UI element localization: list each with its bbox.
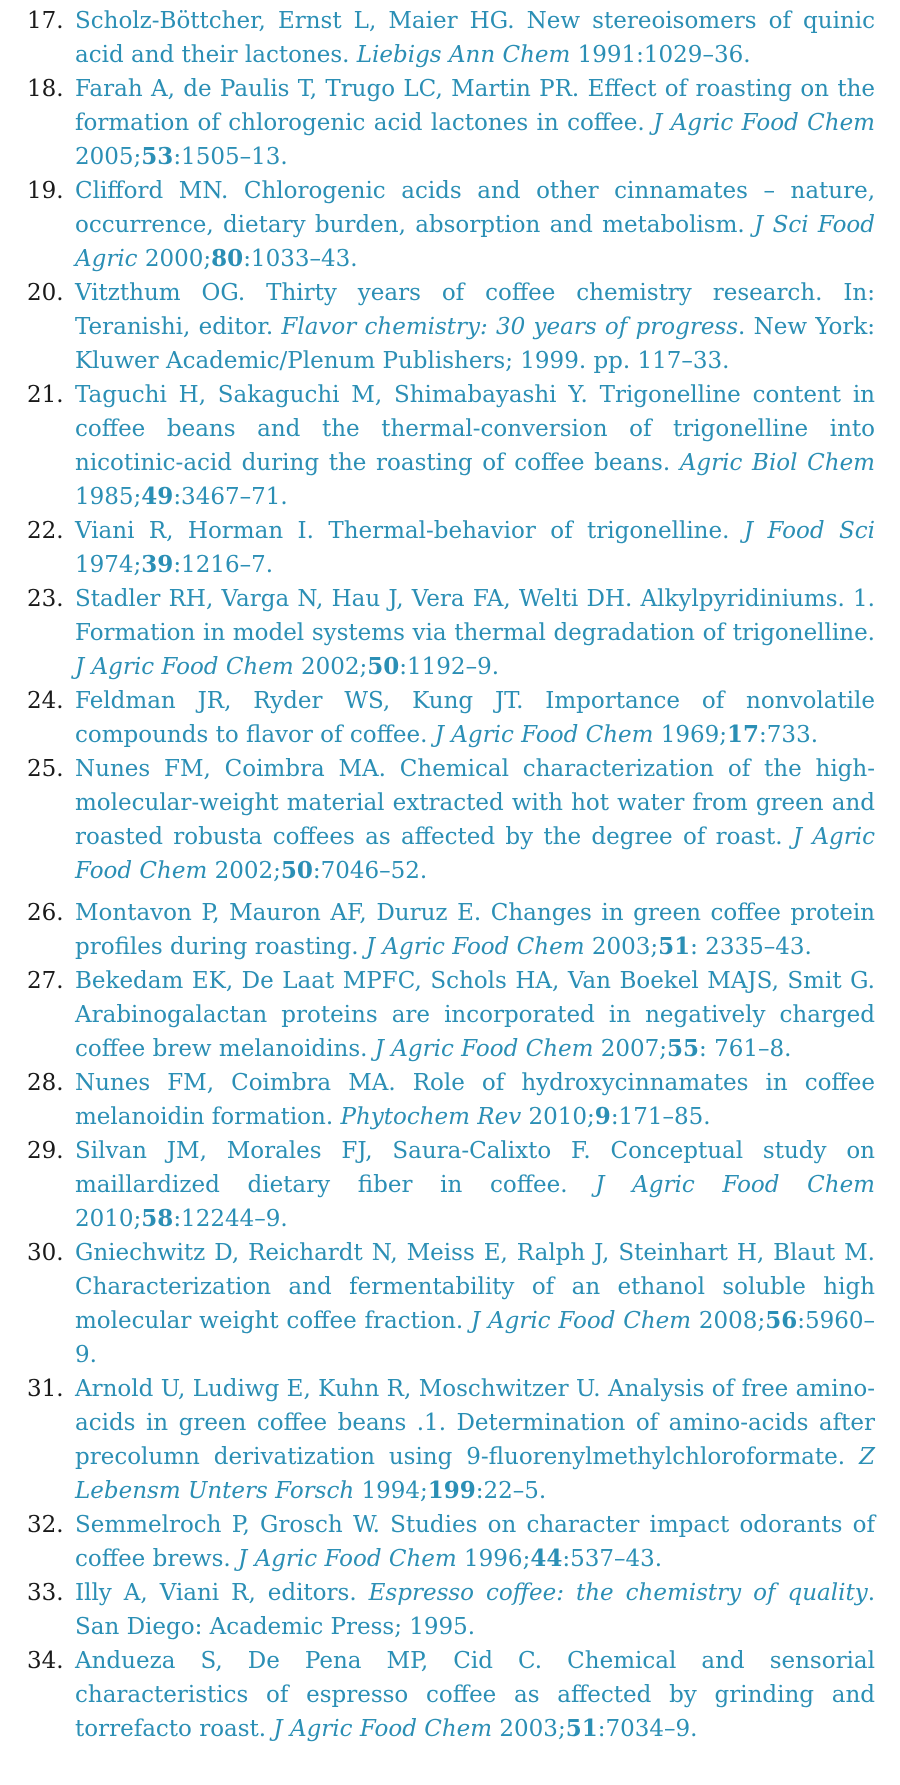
reference-volume: 199 [427, 1477, 476, 1504]
reference-volume: 58 [141, 1205, 174, 1232]
reference-year: 2002; [207, 858, 281, 884]
reference-item [27, 378, 875, 514]
reference-authors-title: Silvan JM, Morales FJ, Saura-Calixto F. Conceptual study on maillardized dietary fiber in coffee. [75, 1138, 875, 1198]
reference-number: 33. [27, 1580, 64, 1606]
reference-year: 2010; [521, 1104, 595, 1130]
reference-year: 2002; [293, 654, 368, 680]
reference-pages: : 761–8. [699, 1036, 792, 1062]
reference-pages: :1216–7. [173, 552, 274, 578]
reference-authors-title: Andueza S, De Pena MP, Cid C. Chemical and sensorial characteristics of espresso coffee as affected by grinding and torrefacto roast. [75, 1648, 875, 1742]
reference-journal: J Agric Food Chem [374, 1036, 594, 1062]
reference-journal: J Agric Food Chem [75, 654, 294, 680]
reference-journal: Espresso coffee: the chemistry of quality [368, 1580, 868, 1606]
reference-journal: Z Lebensm Unters Forsch [75, 1444, 875, 1504]
reference-authors-title: Viani R, Horman I. Thermal-behavior of trigonelline. [75, 518, 744, 544]
reference-text[interactable] [75, 1134, 875, 1236]
reference-item [27, 174, 875, 276]
reference-item [27, 72, 875, 174]
reference-number: 31. [27, 1376, 64, 1402]
reference-number: 27. [27, 968, 64, 994]
reference-authors-title: Taguchi H, Sakaguchi M, Shimabayashi Y. Trigonelline content in coffee beans and the thermal-conversion of trigonelline into nicotinic-acid during the roasting of coffee beans. [75, 382, 875, 476]
reference-text[interactable] [75, 514, 875, 582]
reference-year: . San Diego: Academic Press; 1995. [75, 1580, 876, 1640]
reference-number: 34. [27, 1648, 64, 1674]
reference-item [27, 582, 875, 684]
reference-number: 19. [27, 178, 64, 204]
reference-text[interactable] [75, 582, 875, 684]
reference-text[interactable] [75, 1372, 875, 1508]
reference-year: 2005; [75, 144, 142, 170]
reference-journal: J Agric Food Chem [238, 1546, 457, 1572]
reference-text[interactable] [75, 72, 875, 174]
reference-item [27, 1134, 875, 1236]
reference-authors-title: Nunes FM, Coimbra MA. Chemical characterization of the high-molecular-weight material extracted with hot water from green and roasted robusta coffees as affected by the degree of roast. [75, 756, 875, 850]
reference-journal: J Agric Food Chem [595, 1172, 875, 1198]
reference-item [27, 276, 875, 378]
reference-authors-title: Scholz-Böttcher, Ernst L, Maier HG. New stereoisomers of quinic acid and their lactones. [75, 8, 875, 68]
reference-pages: :12244–9. [173, 1206, 288, 1232]
reference-volume: 51 [658, 933, 691, 960]
reference-year: 1996; [456, 1546, 531, 1572]
reference-year: 1994; [354, 1478, 428, 1504]
reference-authors-title: Arnold U, Ludiwg E, Kuhn R, Moschwitzer U. Analysis of free amino-acids in green coffee beans .1. Determination of amino-acids after precolumn derivatization using 9-fluorenylmethylchloroformate. [75, 1376, 875, 1470]
reference-item [27, 4, 875, 72]
reference-volume: 53 [141, 143, 174, 170]
reference-journal: Flavor chemistry: 30 years of progress [281, 314, 739, 340]
reference-volume: 39 [141, 551, 174, 578]
reference-text[interactable] [75, 276, 875, 378]
reference-volume: 9 [594, 1103, 611, 1130]
reference-text[interactable] [75, 1508, 875, 1576]
reference-volume: 17 [727, 721, 760, 748]
reference-pages: :171–85. [610, 1104, 711, 1130]
reference-pages: :1505–13. [173, 144, 288, 170]
reference-text[interactable] [75, 964, 875, 1066]
reference-text[interactable] [75, 378, 875, 514]
reference-number: 30. [27, 1240, 64, 1266]
reference-number: 28. [27, 1070, 64, 1096]
reference-pages: :5960–9. [75, 1308, 876, 1368]
reference-journal: Liebigs Ann Chem [356, 42, 571, 68]
reference-text[interactable] [75, 1576, 875, 1644]
reference-journal: J Sci Food Agric [75, 212, 875, 272]
reference-year: 2000; [137, 246, 212, 272]
reference-year: 1985; [75, 484, 142, 510]
reference-item [27, 896, 875, 964]
reference-number: 29. [27, 1138, 64, 1164]
reference-journal: Agric Biol Chem [679, 450, 875, 476]
reference-item [27, 1576, 875, 1644]
reference-authors-title: Farah A, de Paulis T, Trugo LC, Martin PR. Effect of roasting on the formation of chlorogenic acid lactones in coffee. [75, 76, 875, 136]
reference-authors-title: Bekedam EK, De Laat MPFC, Schols HA, Van Boekel MAJS, Smit G. Arabinogalactan proteins are incorporated in negatively charged coffee brew melanoidins. [75, 968, 875, 1062]
reference-authors-title: Vitzthum OG. Thirty years of coffee chemistry research. In: Teranishi, editor. [75, 280, 875, 340]
reference-item [27, 1508, 875, 1576]
reference-number: 20. [27, 280, 64, 306]
reference-item [27, 964, 875, 1066]
reference-authors-title: Clifford MN. Chlorogenic acids and other cinnamates – nature, occurrence, dietary burden, absorption and metabolism. [75, 178, 875, 238]
reference-authors-title: Nunes FM, Coimbra MA. Role of hydroxycinnamates in coffee melanoidin formation. [75, 1070, 875, 1130]
reference-journal: J Agric Food Chem [653, 110, 875, 136]
reference-journal: J Agric Food Chem [470, 1308, 692, 1334]
reference-journal: J Agric Food Chem [75, 824, 875, 884]
reference-text[interactable] [75, 752, 875, 888]
reference-volume: 51 [565, 1715, 598, 1742]
reference-volume: 50 [367, 653, 400, 680]
reference-volume: 55 [667, 1035, 700, 1062]
reference-pages: :7034–9. [597, 1716, 698, 1742]
reference-authors-title: Illy A, Viani R, editors. [75, 1580, 369, 1606]
reference-text[interactable] [75, 1236, 875, 1372]
reference-text[interactable] [75, 684, 875, 752]
reference-authors-title: Montavon P, Mauron AF, Duruz E. Changes in green coffee protein profiles during roasting. [75, 900, 875, 960]
reference-authors-title: Gniechwitz D, Reichardt N, Meiss E, Ralph J, Steinhart H, Blaut M. Characterization and fermentability of an ethanol soluble high molecular weight coffee fraction. [75, 1240, 875, 1334]
reference-text[interactable] [75, 174, 875, 276]
reference-year: 1974; [75, 552, 142, 578]
reference-volume: 44 [530, 1545, 563, 1572]
reference-year: 2008; [691, 1308, 766, 1334]
reference-journal: J Agric Food Chem [365, 934, 585, 960]
reference-year: 1991:1029–36. [570, 42, 751, 68]
reference-volume: 80 [211, 245, 244, 272]
reference-text[interactable] [75, 896, 875, 964]
reference-year: 1969; [653, 722, 728, 748]
reference-number: 22. [27, 518, 64, 544]
reference-item [27, 1236, 875, 1372]
reference-number: 21. [27, 382, 64, 408]
reference-pages: :733. [759, 722, 819, 748]
reference-item [27, 684, 875, 752]
reference-authors-title: Feldman JR, Ryder WS, Kung JT. Importance of nonvolatile compounds to flavor of coffee. [75, 688, 875, 748]
reference-pages: :537–43. [562, 1546, 663, 1572]
reference-number: 32. [27, 1512, 64, 1538]
reference-item [27, 1066, 875, 1134]
reference-text[interactable] [75, 1066, 875, 1134]
reference-number: 17. [27, 8, 64, 34]
reference-journal: Phytochem Rev [340, 1104, 522, 1130]
reference-journal: J Food Sci [743, 518, 875, 544]
reference-year: . New York: Kluwer Academic/Plenum Publishers; 1999. pp. 117–33. [75, 314, 876, 374]
reference-volume: 56 [765, 1307, 798, 1334]
reference-year: 2007; [593, 1036, 668, 1062]
reference-pages: :1033–43. [243, 246, 358, 272]
reference-text[interactable] [75, 1644, 875, 1746]
reference-pages: : 2335–43. [690, 934, 812, 960]
reference-journal: J Agric Food Chem [273, 1716, 493, 1742]
reference-year: 2003; [584, 934, 659, 960]
reference-pages: :1192–9. [399, 654, 500, 680]
reference-text[interactable] [75, 4, 875, 72]
reference-number: 24. [27, 688, 64, 714]
reference-number: 23. [27, 586, 64, 612]
reference-year: 2010; [75, 1206, 142, 1232]
reference-number: 26. [27, 900, 64, 926]
reference-volume: 50 [280, 857, 313, 884]
reference-year: 2003; [492, 1716, 566, 1742]
reference-journal: J Agric Food Chem [434, 722, 654, 748]
reference-authors-title: Semmelroch P, Grosch W. Studies on character impact odorants of coffee brews. [75, 1512, 875, 1572]
reference-number: 18. [27, 76, 64, 102]
reference-authors-title: Stadler RH, Varga N, Hau J, Vera FA, Welti DH. Alkylpyridiniums. 1. Formation in model systems via thermal degradation of trigonelline. [75, 586, 875, 646]
reference-item [27, 1644, 875, 1746]
reference-pages: :7046–52. [312, 858, 428, 884]
reference-pages: :22–5. [475, 1478, 547, 1504]
reference-item [27, 514, 875, 582]
reference-pages: :3467–71. [173, 484, 288, 510]
reference-list [27, 4, 875, 1746]
reference-number: 25. [27, 756, 64, 782]
reference-item [27, 752, 875, 888]
reference-item [27, 1372, 875, 1508]
reference-volume: 49 [141, 483, 174, 510]
